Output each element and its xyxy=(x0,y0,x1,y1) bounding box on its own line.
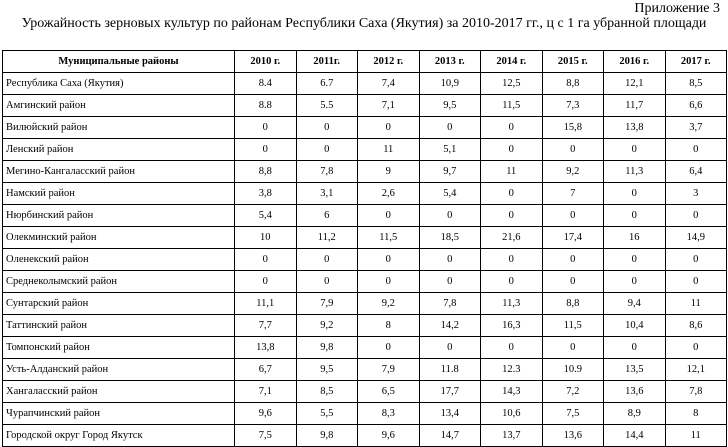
yield-value-cell: 0 xyxy=(542,337,604,359)
yield-value-cell: 7,8 xyxy=(296,161,358,183)
yield-value-cell: 0 xyxy=(665,139,727,161)
column-header: 2011г. xyxy=(296,51,358,73)
yield-value-cell: 9,6 xyxy=(358,425,420,447)
yield-value-cell: 0 xyxy=(481,183,543,205)
yield-value-cell: 0 xyxy=(419,249,481,271)
yield-value-cell: 13,6 xyxy=(542,425,604,447)
yield-value-cell: 6,5 xyxy=(358,381,420,403)
district-name-cell: Амгинский район xyxy=(3,95,235,117)
yield-value-cell: 0 xyxy=(604,139,666,161)
yield-value-cell: 0 xyxy=(296,249,358,271)
yield-value-cell: 12.3 xyxy=(481,359,543,381)
yield-value-cell: 3,1 xyxy=(296,183,358,205)
yield-value-cell: 0 xyxy=(296,117,358,139)
yield-value-cell: 0 xyxy=(419,117,481,139)
yield-value-cell: 8 xyxy=(358,315,420,337)
district-name-cell: Хангаласский район xyxy=(3,381,235,403)
yield-value-cell: 14,9 xyxy=(665,227,727,249)
yield-value-cell: 5,4 xyxy=(235,205,297,227)
yield-value-cell: 13,8 xyxy=(235,337,297,359)
yield-value-cell: 11,5 xyxy=(481,95,543,117)
yield-value-cell: 0 xyxy=(358,271,420,293)
yield-value-cell: 10,6 xyxy=(481,403,543,425)
yield-value-cell: 0 xyxy=(604,271,666,293)
yield-value-cell: 14,4 xyxy=(604,425,666,447)
header-row xyxy=(3,51,727,73)
yield-value-cell: 7,1 xyxy=(235,381,297,403)
yield-value-cell: 0 xyxy=(665,337,727,359)
yield-value-cell: 17,4 xyxy=(542,227,604,249)
yield-value-cell: 3 xyxy=(665,183,727,205)
table-row xyxy=(3,139,727,161)
yield-value-cell: 0 xyxy=(296,139,358,161)
yield-value-cell: 0 xyxy=(235,139,297,161)
yield-value-cell: 14,7 xyxy=(419,425,481,447)
yield-value-cell: 8.8 xyxy=(235,95,297,117)
yield-value-cell: 6,4 xyxy=(665,161,727,183)
yield-value-cell: 5.5 xyxy=(296,95,358,117)
yield-value-cell: 10,9 xyxy=(419,73,481,95)
yield-value-cell: 9,2 xyxy=(358,293,420,315)
yield-value-cell: 0 xyxy=(235,249,297,271)
column-header: 2012 г. xyxy=(358,51,420,73)
table-row xyxy=(3,425,727,447)
yield-value-cell: 6,7 xyxy=(235,359,297,381)
yield-value-cell: 0 xyxy=(296,271,358,293)
yield-value-cell: 0 xyxy=(481,139,543,161)
table-row xyxy=(3,73,727,95)
yield-value-cell: 7,4 xyxy=(358,73,420,95)
yield-value-cell: 17,7 xyxy=(419,381,481,403)
yield-value-cell: 5,4 xyxy=(419,183,481,205)
yield-value-cell: 18,5 xyxy=(419,227,481,249)
yield-value-cell: 11,5 xyxy=(542,315,604,337)
yield-value-cell: 8,8 xyxy=(542,293,604,315)
yield-value-cell: 0 xyxy=(235,271,297,293)
yield-value-cell: 0 xyxy=(665,205,727,227)
table-row xyxy=(3,249,727,271)
yield-value-cell: 0 xyxy=(604,249,666,271)
table-row xyxy=(3,183,727,205)
yield-value-cell: 0 xyxy=(604,183,666,205)
table-row xyxy=(3,95,727,117)
table-body xyxy=(3,73,727,447)
yield-value-cell: 7,5 xyxy=(235,425,297,447)
yield-value-cell: 0 xyxy=(665,271,727,293)
yield-value-cell: 0 xyxy=(481,117,543,139)
yield-value-cell: 7,8 xyxy=(665,381,727,403)
yield-value-cell: 16 xyxy=(604,227,666,249)
yield-value-cell: 10,4 xyxy=(604,315,666,337)
district-name-cell: Среднеколымский район xyxy=(3,271,235,293)
yield-value-cell: 11,7 xyxy=(604,95,666,117)
district-name-cell: Томпонский район xyxy=(3,337,235,359)
yield-value-cell: 9,8 xyxy=(296,425,358,447)
yield-value-cell: 13,6 xyxy=(604,381,666,403)
yield-value-cell: 8,6 xyxy=(665,315,727,337)
district-name-cell: Мегино-Кангаласский район xyxy=(3,161,235,183)
yield-table xyxy=(2,50,727,447)
yield-value-cell: 8,5 xyxy=(665,73,727,95)
yield-value-cell: 11 xyxy=(358,139,420,161)
district-name-cell: Нюрбинский район xyxy=(3,205,235,227)
yield-value-cell: 14,2 xyxy=(419,315,481,337)
district-name-cell: Вилюйский район xyxy=(3,117,235,139)
yield-value-cell: 11 xyxy=(665,425,727,447)
yield-value-cell: 7,3 xyxy=(542,95,604,117)
district-name-cell: Республика Саха (Якутия) xyxy=(3,73,235,95)
yield-value-cell: 11,3 xyxy=(604,161,666,183)
table-row xyxy=(3,359,727,381)
yield-value-cell: 11,1 xyxy=(235,293,297,315)
district-name-cell: Сунтарский район xyxy=(3,293,235,315)
yield-value-cell: 0 xyxy=(481,249,543,271)
yield-value-cell: 0 xyxy=(419,271,481,293)
yield-value-cell: 8,8 xyxy=(542,73,604,95)
yield-value-cell: 8,3 xyxy=(358,403,420,425)
yield-value-cell: 16,3 xyxy=(481,315,543,337)
yield-value-cell: 9,2 xyxy=(296,315,358,337)
district-name-cell: Олекминский район xyxy=(3,227,235,249)
yield-value-cell: 13,4 xyxy=(419,403,481,425)
yield-value-cell: 11 xyxy=(481,161,543,183)
yield-value-cell: 11 xyxy=(665,293,727,315)
yield-value-cell: 0 xyxy=(604,337,666,359)
yield-value-cell: 7,8 xyxy=(419,293,481,315)
yield-value-cell: 7 xyxy=(542,183,604,205)
district-name-cell: Усть-Алданский район xyxy=(3,359,235,381)
yield-value-cell: 7,1 xyxy=(358,95,420,117)
yield-value-cell: 0 xyxy=(542,139,604,161)
table-title: Урожайность зерновых культур по районам Республики Саха (Якутия) за 2010-2017 гг., ц с 1 га убранной площади xyxy=(21,16,707,31)
yield-value-cell: 11,5 xyxy=(358,227,420,249)
yield-value-cell: 0 xyxy=(665,249,727,271)
yield-value-cell: 8.4 xyxy=(235,73,297,95)
yield-value-cell: 0 xyxy=(358,117,420,139)
yield-value-cell: 7,5 xyxy=(542,403,604,425)
yield-value-cell: 0 xyxy=(604,205,666,227)
yield-value-cell: 3,8 xyxy=(235,183,297,205)
yield-value-cell: 9,6 xyxy=(235,403,297,425)
column-header: 2010 г. xyxy=(235,51,297,73)
yield-value-cell: 0 xyxy=(542,249,604,271)
yield-value-cell: 6 xyxy=(296,205,358,227)
yield-value-cell: 21,6 xyxy=(481,227,543,249)
district-name-cell: Таттинский район xyxy=(3,315,235,337)
yield-value-cell: 8 xyxy=(665,403,727,425)
table-row xyxy=(3,117,727,139)
table-row xyxy=(3,337,727,359)
yield-value-cell: 10 xyxy=(235,227,297,249)
yield-value-cell: 9 xyxy=(358,161,420,183)
yield-value-cell: 11,3 xyxy=(481,293,543,315)
table-row xyxy=(3,227,727,249)
yield-value-cell: 0 xyxy=(481,205,543,227)
yield-value-cell: 11,2 xyxy=(296,227,358,249)
table-row xyxy=(3,161,727,183)
yield-value-cell: 9,5 xyxy=(419,95,481,117)
yield-value-cell: 6,6 xyxy=(665,95,727,117)
district-name-cell: Ленский район xyxy=(3,139,235,161)
district-name-cell: Оленекский район xyxy=(3,249,235,271)
yield-value-cell: 3,7 xyxy=(665,117,727,139)
district-name-cell: Городской округ Город Якутск xyxy=(3,425,235,447)
yield-value-cell: 7,9 xyxy=(358,359,420,381)
yield-value-cell: 7,9 xyxy=(296,293,358,315)
yield-value-cell: 13,5 xyxy=(604,359,666,381)
table-row xyxy=(3,315,727,337)
yield-value-cell: 9,5 xyxy=(296,359,358,381)
yield-value-cell: 13,8 xyxy=(604,117,666,139)
yield-value-cell: 0 xyxy=(358,205,420,227)
yield-value-cell: 10.9 xyxy=(542,359,604,381)
yield-value-cell: 13,7 xyxy=(481,425,543,447)
yield-value-cell: 0 xyxy=(235,117,297,139)
column-header: 2017 г. xyxy=(665,51,727,73)
yield-value-cell: 11.8 xyxy=(419,359,481,381)
yield-value-cell: 5,1 xyxy=(419,139,481,161)
yield-value-cell: 12,5 xyxy=(481,73,543,95)
yield-value-cell: 9,4 xyxy=(604,293,666,315)
column-header: 2015 г. xyxy=(542,51,604,73)
table-row xyxy=(3,205,727,227)
yield-value-cell: 8,5 xyxy=(296,381,358,403)
yield-value-cell: 9,2 xyxy=(542,161,604,183)
table-row xyxy=(3,403,727,425)
table-row xyxy=(3,271,727,293)
column-header: Муниципальные районы xyxy=(3,51,235,73)
appendix-label: Приложение 3 xyxy=(634,1,720,16)
yield-value-cell: 0 xyxy=(542,271,604,293)
yield-value-cell: 0 xyxy=(542,205,604,227)
column-header: 2013 г. xyxy=(419,51,481,73)
table-row xyxy=(3,381,727,403)
yield-value-cell: 0 xyxy=(419,205,481,227)
yield-value-cell: 8,8 xyxy=(235,161,297,183)
yield-value-cell: 7,2 xyxy=(542,381,604,403)
yield-value-cell: 14,3 xyxy=(481,381,543,403)
yield-value-cell: 12,1 xyxy=(665,359,727,381)
yield-value-cell: 0 xyxy=(358,337,420,359)
district-name-cell: Чурапчинский район xyxy=(3,403,235,425)
yield-value-cell: 8,9 xyxy=(604,403,666,425)
yield-value-cell: 9,7 xyxy=(419,161,481,183)
yield-value-cell: 6.7 xyxy=(296,73,358,95)
table-row xyxy=(3,293,727,315)
yield-value-cell: 5,5 xyxy=(296,403,358,425)
column-header: 2014 г. xyxy=(481,51,543,73)
yield-value-cell: 2,6 xyxy=(358,183,420,205)
yield-value-cell: 0 xyxy=(419,337,481,359)
yield-value-cell: 7,7 xyxy=(235,315,297,337)
yield-value-cell: 0 xyxy=(481,271,543,293)
yield-value-cell: 15,8 xyxy=(542,117,604,139)
yield-value-cell: 0 xyxy=(358,249,420,271)
yield-value-cell: 0 xyxy=(481,337,543,359)
column-header: 2016 г. xyxy=(604,51,666,73)
yield-value-cell: 12,1 xyxy=(604,73,666,95)
yield-value-cell: 9,8 xyxy=(296,337,358,359)
district-name-cell: Намский район xyxy=(3,183,235,205)
